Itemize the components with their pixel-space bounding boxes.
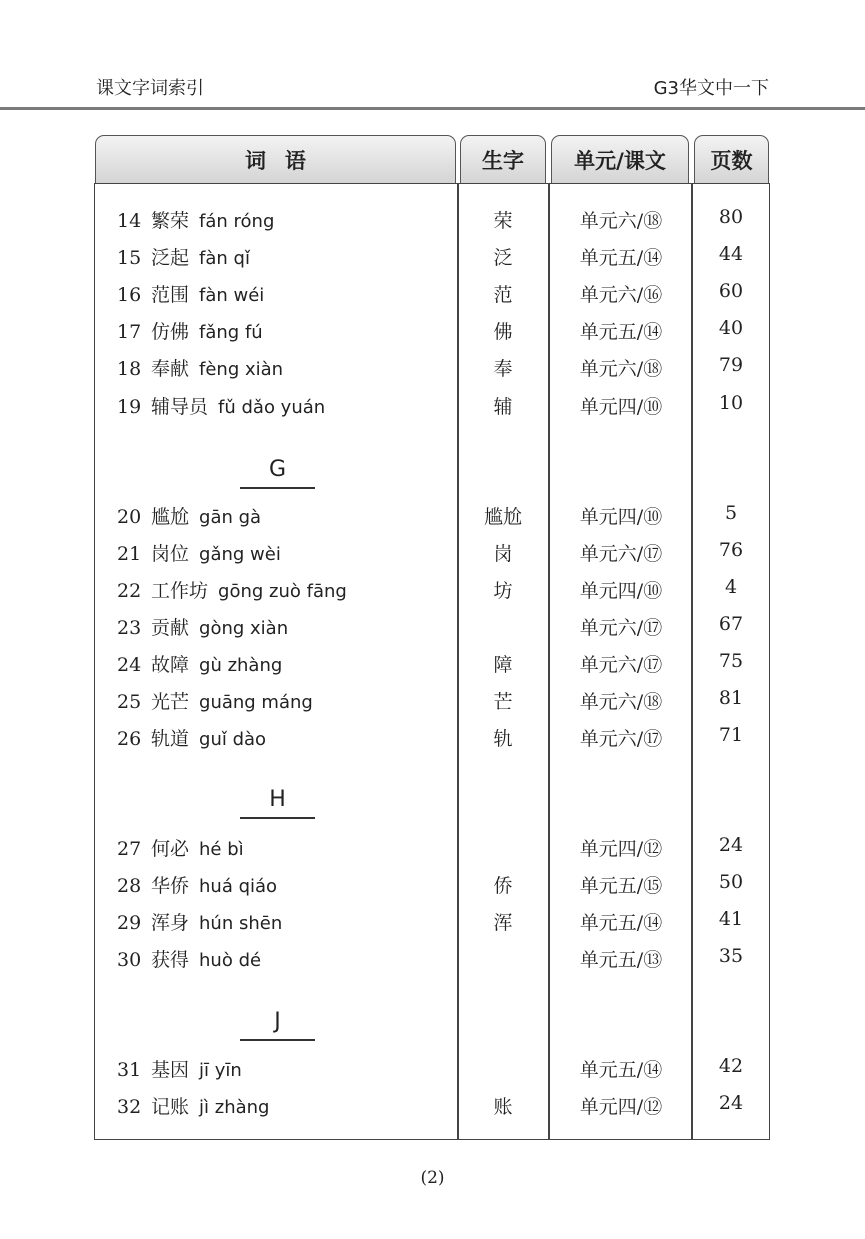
entry-hanzi: 奉献 [151,358,190,380]
entry-new-char: 奉 [493,358,513,380]
column-header-word: 词语 [95,135,456,183]
entry-pinyin: guǐ dào [199,729,267,750]
table-row [94,351,770,381]
entry-new-char: 辅 [493,396,513,418]
table-row [94,389,770,419]
entry-unit-lesson: 单元六/⑱ [579,358,663,380]
entry-hanzi: 光芒 [151,691,190,713]
word-entry [117,613,288,640]
page-number: (2) [420,1168,445,1188]
table-row [94,942,770,972]
entry-number: 32 [117,1096,142,1118]
entry-pinyin: huò dé [199,950,262,971]
entry-unit-lesson: 单元五/⑭ [579,321,663,343]
entry-hanzi: 辅导员 [151,396,209,418]
entry-new-char: 障 [493,654,513,676]
entry-hanzi: 何必 [151,838,190,860]
entry-page: 50 [718,871,744,893]
entry-pinyin: jī yīn [199,1060,242,1081]
section-heading-h: H [240,785,315,819]
entry-unit-lesson: 单元六/⑱ [579,691,663,713]
entry-page: 44 [718,243,744,265]
entry-number: 21 [117,543,142,565]
table-row [94,203,770,233]
word-entry [117,724,266,751]
entry-number: 30 [117,949,142,971]
entry-number: 27 [117,838,142,860]
entry-unit-lesson: 单元五/⑭ [579,1059,663,1081]
entry-hanzi: 故障 [151,654,190,676]
entry-hanzi: 轨道 [151,728,190,750]
word-entry [117,317,263,344]
entry-page: 42 [718,1055,744,1077]
entry-unit-lesson: 单元六/⑯ [579,284,663,306]
column-header-char: 生字 [460,135,546,183]
entry-page: 35 [718,945,744,967]
entry-pinyin: jì zhàng [199,1097,270,1118]
entry-unit-lesson: 单元五/⑮ [579,875,663,897]
table-row [94,536,770,566]
entry-page: 5 [724,502,738,524]
word-entry [117,1092,269,1119]
word-entry [117,392,325,419]
entry-hanzi: 岗位 [151,543,190,565]
header-book-title: G3华文中一下 [653,78,769,99]
entry-hanzi: 贡献 [151,617,190,639]
section-heading-j: J [240,1007,315,1041]
entry-page: 80 [718,206,744,228]
table-row [94,1052,770,1082]
column-header-unit: 单元/课文 [551,135,689,183]
entry-pinyin: hún shēn [199,913,283,934]
entry-hanzi: 华侨 [151,875,190,897]
entry-pinyin: hé bì [199,839,244,860]
entry-unit-lesson: 单元六/⑰ [579,654,663,676]
entry-pinyin: fǎng fú [199,322,263,343]
entry-page: 81 [718,687,744,709]
word-entry [117,576,347,603]
entry-unit-lesson: 单元五/⑭ [579,247,663,269]
entry-unit-lesson: 单元四/⑩ [579,396,663,418]
entry-unit-lesson: 单元四/⑫ [579,1096,663,1118]
entry-number: 15 [117,247,142,269]
entry-page: 71 [718,724,744,746]
entry-pinyin: fàn wéi [199,285,265,306]
entry-hanzi: 尴尬 [151,506,190,528]
entry-hanzi: 繁荣 [151,210,190,232]
table-row [94,499,770,529]
entry-pinyin: gǎng wèi [199,544,281,565]
entry-hanzi: 工作坊 [151,580,209,602]
entry-page: 4 [724,576,738,598]
entry-new-char: 佛 [493,321,513,343]
entry-pinyin: fàn qǐ [199,248,250,269]
entry-new-char: 坊 [493,580,513,602]
table-row [94,868,770,898]
entry-page: 10 [718,392,744,414]
entry-page: 79 [718,354,744,376]
entry-number: 26 [117,728,142,750]
word-entry [117,687,313,714]
entry-hanzi: 记账 [151,1096,190,1118]
entry-new-char: 尴尬 [483,506,522,528]
word-entry [117,834,244,861]
table-row [94,831,770,861]
entry-new-char: 荣 [493,210,513,232]
table-row [94,1089,770,1119]
table-row [94,905,770,935]
entry-new-char: 侨 [493,875,513,897]
word-entry [117,280,264,307]
header-title: 课文字词索引 [96,78,204,99]
entry-number: 20 [117,506,142,528]
entry-pinyin: fán róng [199,211,275,232]
word-entry [117,1055,242,1082]
entry-number: 29 [117,912,142,934]
entry-page: 40 [718,317,744,339]
entry-hanzi: 获得 [151,949,190,971]
entry-page: 24 [718,1092,744,1114]
entry-pinyin: gù zhàng [199,655,283,676]
entry-unit-lesson: 单元四/⑩ [579,580,663,602]
table-row [94,240,770,270]
entry-new-char: 泛 [493,247,513,269]
entry-number: 17 [117,321,142,343]
entry-pinyin: fèng xiàn [199,359,284,380]
word-entry [117,502,261,529]
entry-new-char: 浑 [493,912,513,934]
entry-number: 25 [117,691,142,713]
entry-number: 24 [117,654,142,676]
entry-pinyin: huá qiáo [199,876,278,897]
word-entry [117,206,274,233]
entry-number: 28 [117,875,142,897]
entry-unit-lesson: 单元四/⑫ [579,838,663,860]
entry-unit-lesson: 单元六/⑰ [579,543,663,565]
entry-hanzi: 泛起 [151,247,190,269]
entry-new-char: 岗 [493,543,513,565]
word-entry [117,354,283,381]
entry-unit-lesson: 单元五/⑬ [579,949,663,971]
entry-number: 19 [117,396,142,418]
table-row [94,721,770,751]
word-entry [117,243,250,270]
entry-number: 22 [117,580,142,602]
entry-number: 23 [117,617,142,639]
entry-new-char: 范 [493,284,513,306]
table-row [94,573,770,603]
entry-page: 41 [718,908,744,930]
entry-number: 18 [117,358,142,380]
table-row [94,610,770,640]
table-row [94,684,770,714]
word-entry [117,908,282,935]
entry-unit-lesson: 单元五/⑭ [579,912,663,934]
entry-number: 16 [117,284,142,306]
word-entry [117,650,282,677]
entry-page: 24 [718,834,744,856]
entry-pinyin: gōng zuò fāng [218,581,347,602]
entry-pinyin: gòng xiàn [199,618,289,639]
entry-new-char: 轨 [493,728,513,750]
entry-hanzi: 浑身 [151,912,190,934]
entry-page: 60 [718,280,744,302]
word-entry [117,871,277,898]
word-entry [117,539,281,566]
entry-unit-lesson: 单元六/⑱ [579,210,663,232]
entry-hanzi: 范围 [151,284,190,306]
entry-number: 14 [117,210,142,232]
entry-pinyin: fǔ dǎo yuán [218,397,326,418]
entry-page: 75 [718,650,744,672]
column-header-page: 页数 [694,135,769,183]
table-row [94,314,770,344]
header-divider [0,107,865,110]
entry-unit-lesson: 单元四/⑩ [579,506,663,528]
section-heading-g: G [240,455,315,489]
entry-new-char: 账 [493,1096,513,1118]
entry-pinyin: gān gà [199,507,262,528]
entry-pinyin: guāng máng [199,692,313,713]
word-entry [117,945,261,972]
entry-unit-lesson: 单元六/⑰ [579,617,663,639]
entry-page: 67 [718,613,744,635]
entry-hanzi: 基因 [151,1059,190,1081]
entry-new-char: 芒 [493,691,513,713]
table-row [94,277,770,307]
entry-page: 76 [718,539,744,561]
entry-hanzi: 仿佛 [151,321,190,343]
entry-number: 31 [117,1059,142,1081]
table-row [94,647,770,677]
entry-unit-lesson: 单元六/⑰ [579,728,663,750]
